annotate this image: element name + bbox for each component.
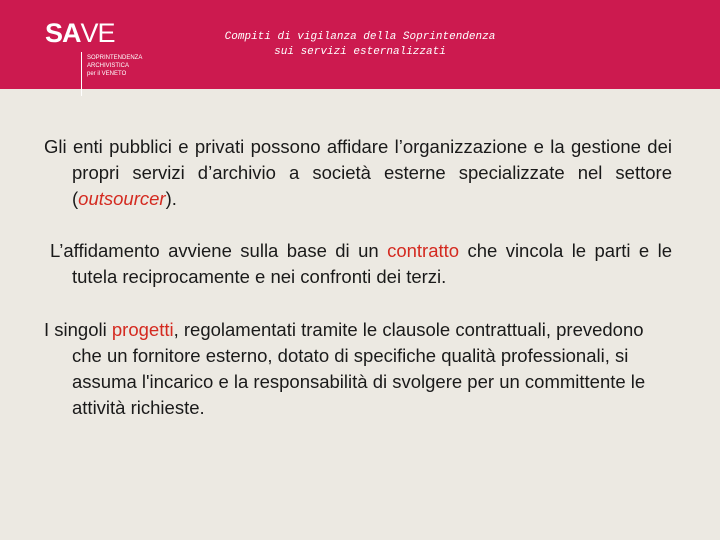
logo-wordmark <box>45 18 115 48</box>
paragraph-text: che vincola le parti e le tutela reciprocamente e nei confronti dei terzi. <box>72 240 672 287</box>
paragraph-text: ). <box>165 188 177 209</box>
paragraph-text: I singoli <box>44 319 112 340</box>
logo-sub-line: ARCHIVISTICA <box>87 63 130 69</box>
highlight-term: contratto <box>387 240 460 261</box>
highlight-term: outsourcer <box>78 188 166 209</box>
logo-word-light: VE <box>80 18 115 48</box>
logo-subtitle <box>87 54 142 78</box>
title-line: sui servizi esternalizzati <box>274 46 446 58</box>
paragraph-outsourcing <box>44 134 672 212</box>
logo-divider <box>81 52 82 96</box>
paragraph-text: Gli enti pubblici e privati possono affidare l’organizzazione e la gestione dei propri servizi d’archivio a società esterne specializzate nel settore ( <box>44 136 672 209</box>
slide-body <box>44 134 672 421</box>
title-line: Compiti di vigilanza della Soprintendenza <box>224 31 496 43</box>
highlight-term: progetti <box>111 319 174 340</box>
paragraph-text: L’affidamento avviene sulla base di un <box>50 240 388 261</box>
logo-sub-line: per il VENETO <box>87 71 127 77</box>
paragraph-text: , regolamentati tramite le clausole contrattuali, prevedono che un fornitore esterno, dotato di specifiche qualità professionali, si assuma l'incarico e la responsabilità di svolgere per un committente le attività richieste. <box>72 319 646 418</box>
logo-sub-line: SOPRINTENDENZA <box>87 55 143 61</box>
paragraph-projects <box>44 317 672 421</box>
page-title <box>180 30 540 60</box>
paragraph-contract <box>44 238 672 290</box>
header-banner <box>0 0 720 89</box>
logo-word-bold: SA <box>45 18 81 48</box>
